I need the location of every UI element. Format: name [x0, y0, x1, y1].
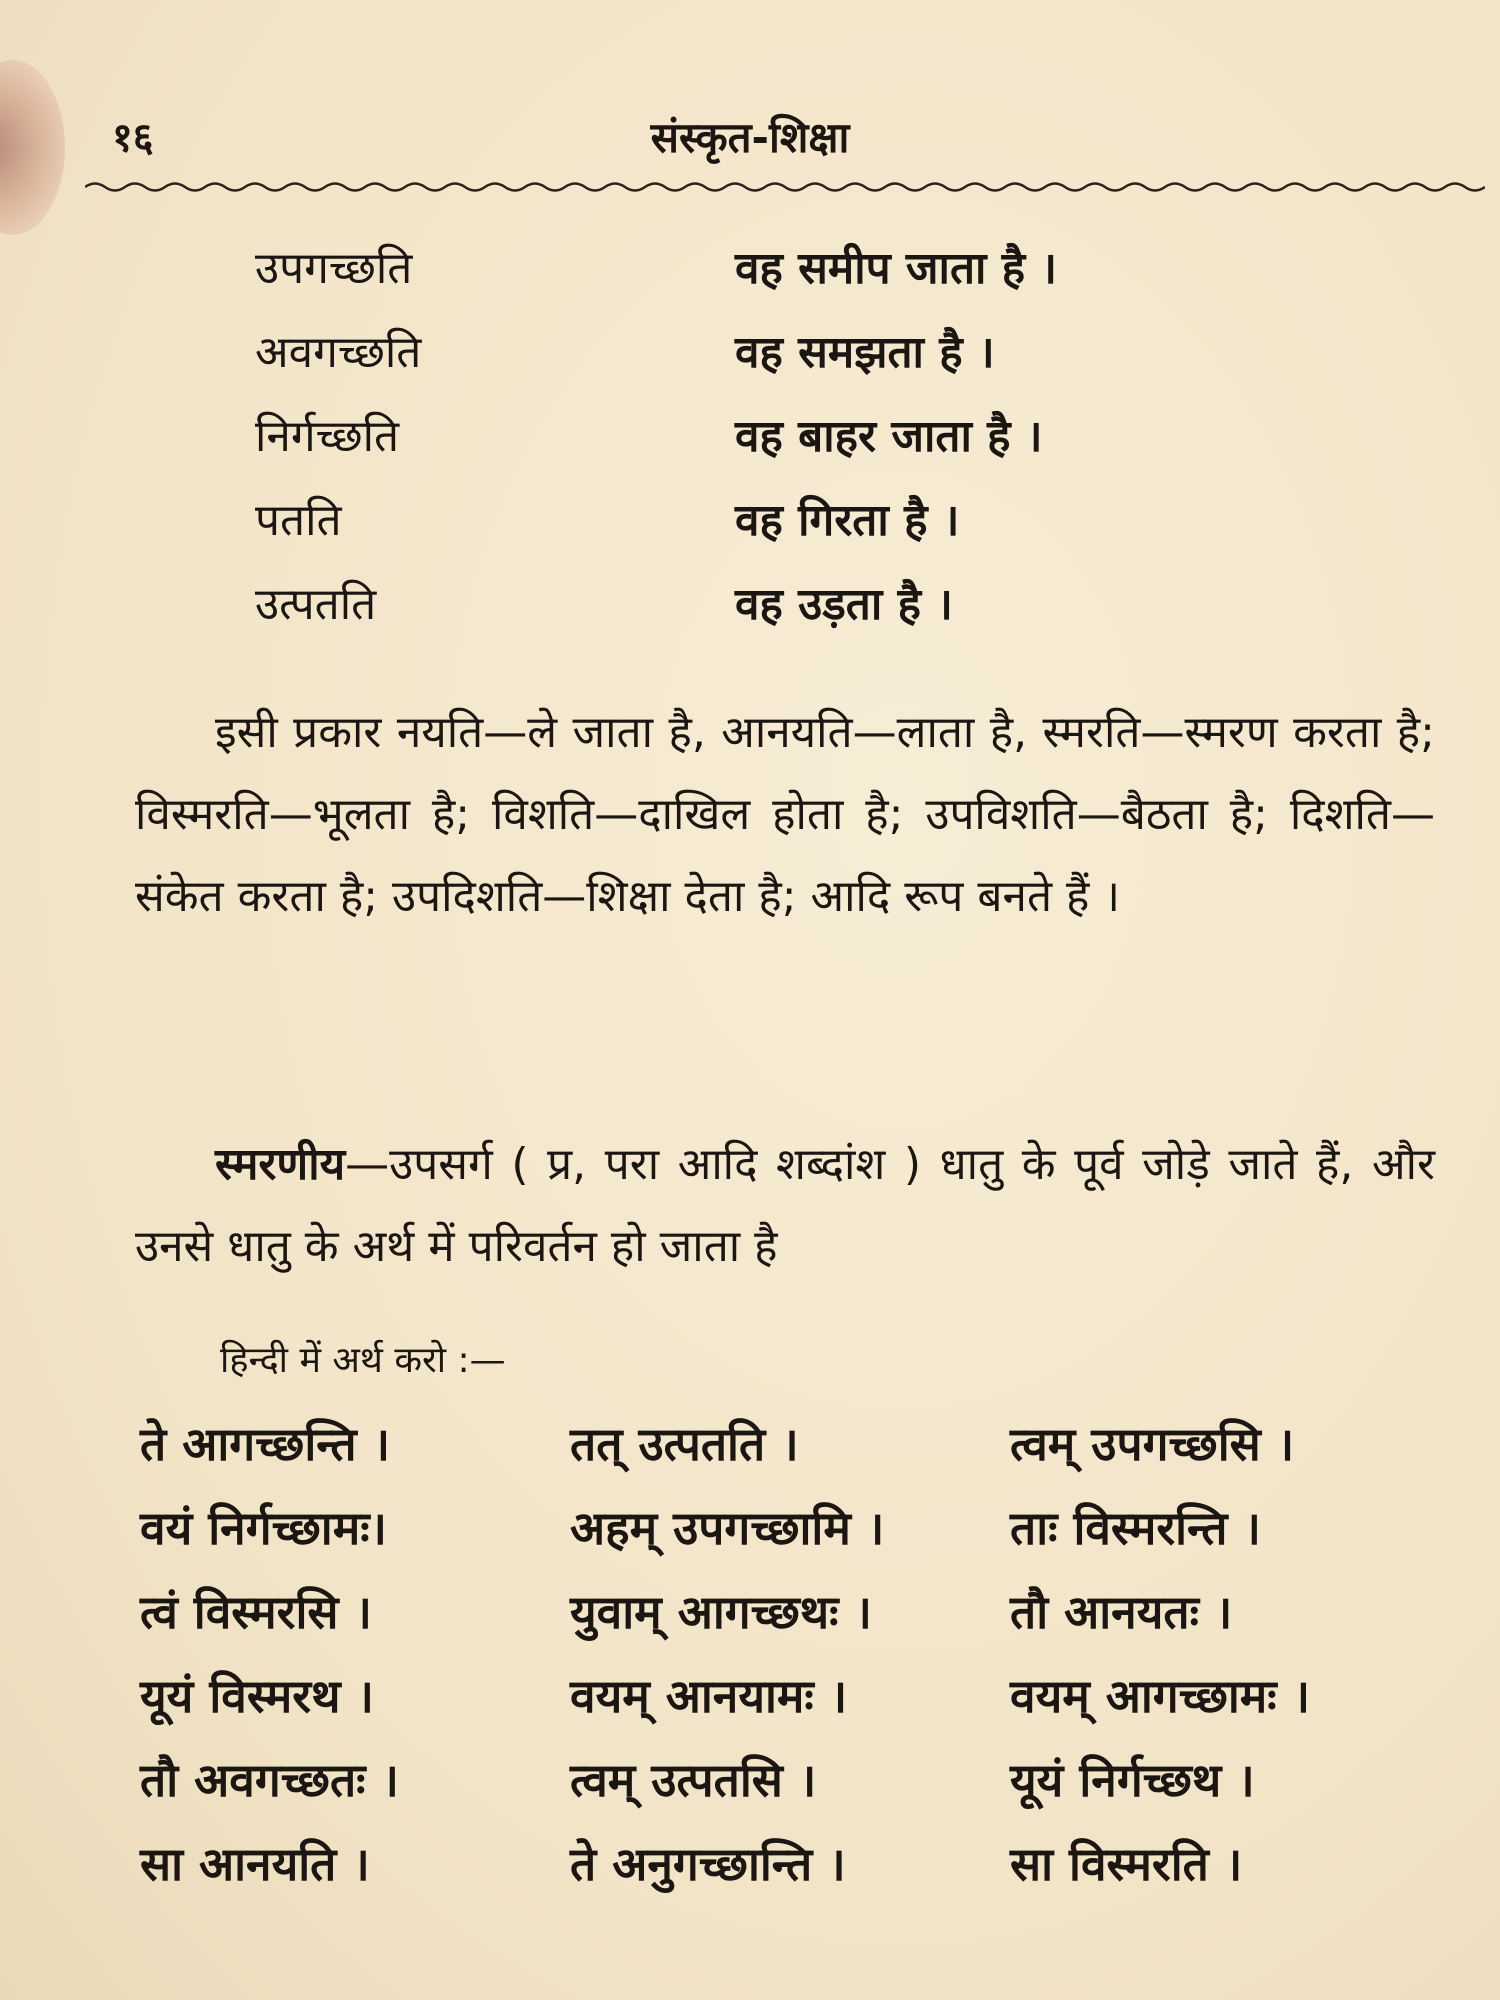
vocab-meaning: वह बाहर जाता है ।: [735, 411, 1043, 462]
exercise-sentence: वयम् आनयामः ।: [570, 1669, 848, 1723]
exercise-sentence: युवाम् आगच्छथः ।: [570, 1585, 872, 1639]
exercise-sentence: त्वम् उपगच्छसि ।: [1010, 1417, 1295, 1471]
exercise-sentence: यूयं विस्मरथ ।: [140, 1669, 374, 1723]
exercise-grid: [140, 1402, 1440, 1906]
explanation-paragraph: इसी प्रकार नयति—ले जाता है, आनयति—लाता है, स्मरति—स्मरण करता है; विस्मरति—भूलता है; विशति—दाखिल होता है; उपविशति—बैठता है; दिशति—संकेत करता है; उपदिशति—शिक्षा देता है; आदि रूप बनते हैं ।: [135, 707, 1435, 922]
vocabulary-list: [255, 226, 1405, 646]
vocab-word: निर्गच्छति: [255, 411, 400, 462]
wavy-rule: [85, 178, 1485, 196]
vocab-word: पतति: [255, 495, 342, 546]
exercise-row: [140, 1486, 1440, 1570]
exercise-row: [140, 1570, 1440, 1654]
exercise-sentence: वयं निर्गच्छामः।: [140, 1501, 387, 1555]
vocab-meaning: वह समझता है ।: [735, 327, 995, 378]
exercise-sentence: ताः विस्मरन्ति ।: [1010, 1501, 1261, 1555]
exercise-sentence: वयम् आगच्छामः ।: [1010, 1669, 1311, 1723]
exercise-sentence: यूयं निर्गच्छथ ।: [1010, 1753, 1255, 1807]
exercise-row: [140, 1654, 1440, 1738]
exercise-title: हिन्दी में अर्थ करो :—: [220, 1340, 506, 1381]
vocab-row: [255, 478, 1405, 562]
vocab-meaning: वह उड़ता है ।: [735, 579, 953, 630]
vocab-row: [255, 562, 1405, 646]
exercise-sentence: सा विस्मरति ।: [1010, 1837, 1243, 1891]
page-header: [0, 108, 1500, 168]
note-lead: स्मरणीय: [215, 1139, 346, 1190]
exercise-sentence: अहम् उपगच्छामि ।: [570, 1501, 885, 1555]
exercise-sentence: तौ अवगच्छतः ।: [140, 1753, 399, 1807]
exercise-sentence: सा आनयति ।: [140, 1837, 370, 1891]
vocab-row: [255, 226, 1405, 310]
exercise-sentence: ते अनुगच्छान्ति ।: [570, 1837, 846, 1891]
exercise-row: [140, 1822, 1440, 1906]
vocab-row: [255, 310, 1405, 394]
exercise-sentence: तत् उत्पतति ।: [570, 1417, 799, 1471]
running-title: संस्कृत-शिक्षा: [650, 113, 850, 162]
vocab-meaning: वह गिरता है ।: [735, 495, 960, 546]
vocab-row: [255, 394, 1405, 478]
vocab-word: उत्पतति: [255, 579, 377, 630]
vocab-word: अवगच्छति: [255, 327, 422, 378]
exercise-sentence: ते आगच्छन्ति ।: [140, 1417, 391, 1471]
note-text: —उपसर्ग ( प्र, परा आदि शब्दांश ) धातु के पूर्व जोड़े जाते हैं, और उनसे धातु के अर्थ में परिवर्तन हो जाता है: [135, 1139, 1435, 1272]
exercise-sentence: तौ आनयतः ।: [1010, 1585, 1233, 1639]
exercise-sentence: त्वम् उत्पतसि ।: [570, 1753, 817, 1807]
note-paragraph: [135, 1124, 1435, 1288]
page-number: १६: [112, 115, 154, 161]
exercise-row: [140, 1402, 1440, 1486]
exercise-sentence: त्वं विस्मरसि ।: [140, 1585, 372, 1639]
exercise-row: [140, 1738, 1440, 1822]
vocab-word: उपगच्छति: [255, 243, 413, 294]
vocab-meaning: वह समीप जाता है ।: [735, 243, 1058, 294]
